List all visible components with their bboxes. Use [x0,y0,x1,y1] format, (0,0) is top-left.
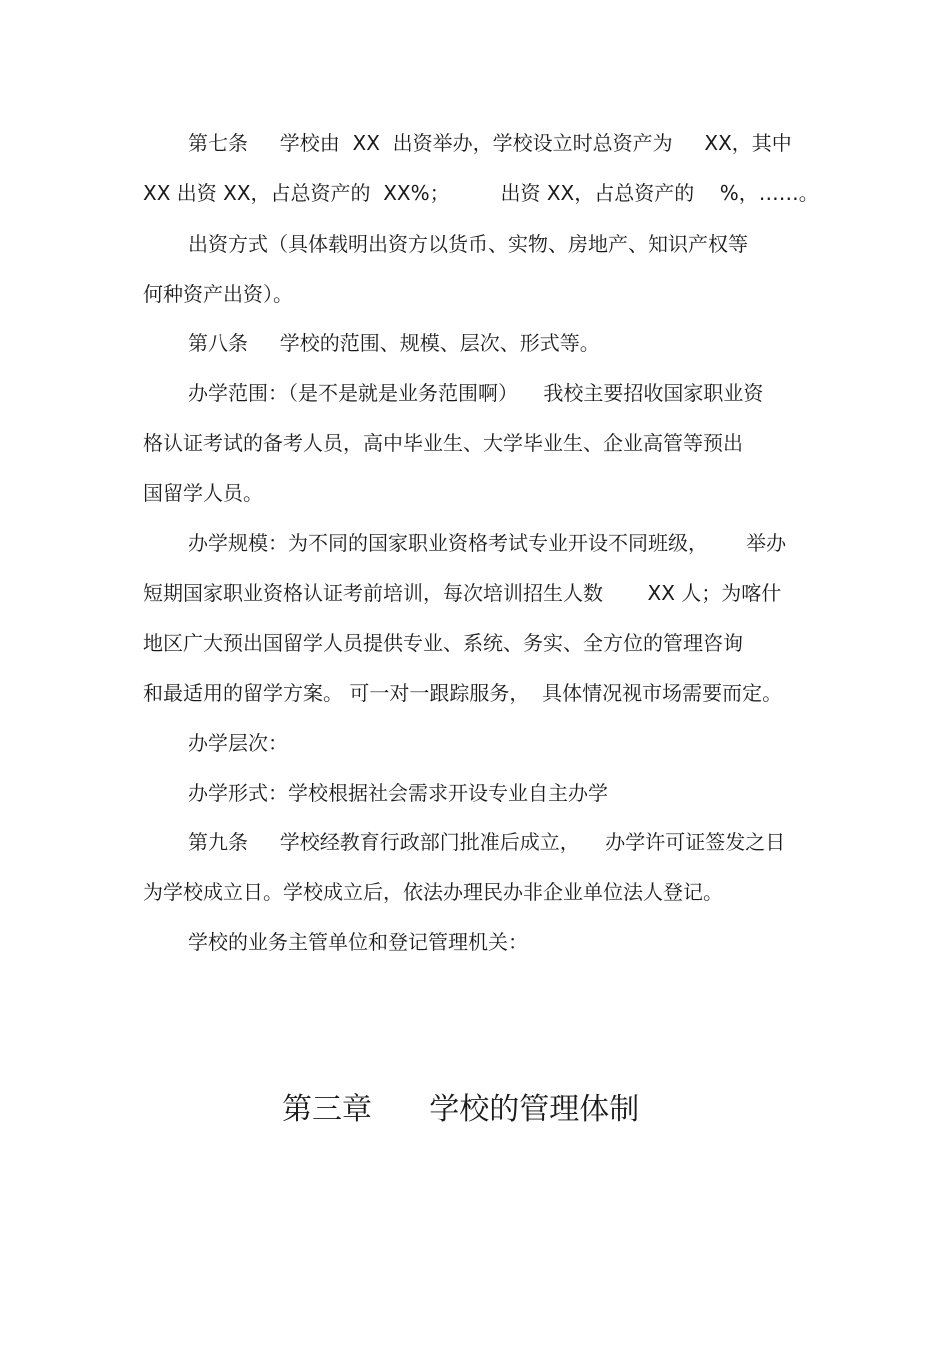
text-line: XX 出资 XX，占总资产的 XX%； 出资 XX，占总资产的 %，……。 [143,181,819,205]
text-line: 第七条 学校由 XX 出资举办，学校设立时总资产为 XX，其中 [188,131,792,155]
text-line: 地区广大预出国留学人员提供专业、系统、务实、全方位的管理咨询 [143,631,743,655]
text-line: 第九条 学校经教育行政部门批准后成立， 办学许可证签发之日 [188,830,786,854]
text-line: 和最适用的留学方案。 可一对一跟踪服务， 具体情况视市场需要而定。 [143,681,783,705]
text-line: 出资方式（具体载明出资方以货币、实物、房地产、知识产权等 [188,232,748,256]
text-line: 为学校成立日。学校成立后，依法办理民办非企业单位法人登记。 [143,880,723,904]
text-line: 办学范围：（是不是就是业务范围啊） 我校主要招收国家职业资 [188,381,764,405]
text-line: 格认证考试的备考人员，高中毕业生、大学毕业生、企业高管等预出 [143,431,743,455]
text-line: 短期国家职业资格认证考前培训，每次培训招生人数 XX 人；为喀什 [143,581,782,605]
text-line: 何种资产出资）。 [143,282,293,306]
text-line: 第八条 学校的范围、规模、层次、形式等。 [188,331,600,355]
text-line: 办学层次： [188,731,288,755]
text-line: 办学形式：学校根据社会需求开设专业自主办学 [188,781,608,805]
text-line: 办学规模：为不同的国家职业资格考试专业开设不同班级， 举办 [188,531,787,555]
text-line: 学校的业务主管单位和登记管理机关： [188,930,528,954]
chapter-title: 第三章 学校的管理体制 [282,1092,640,1127]
text-line: 国留学人员。 [143,481,263,505]
